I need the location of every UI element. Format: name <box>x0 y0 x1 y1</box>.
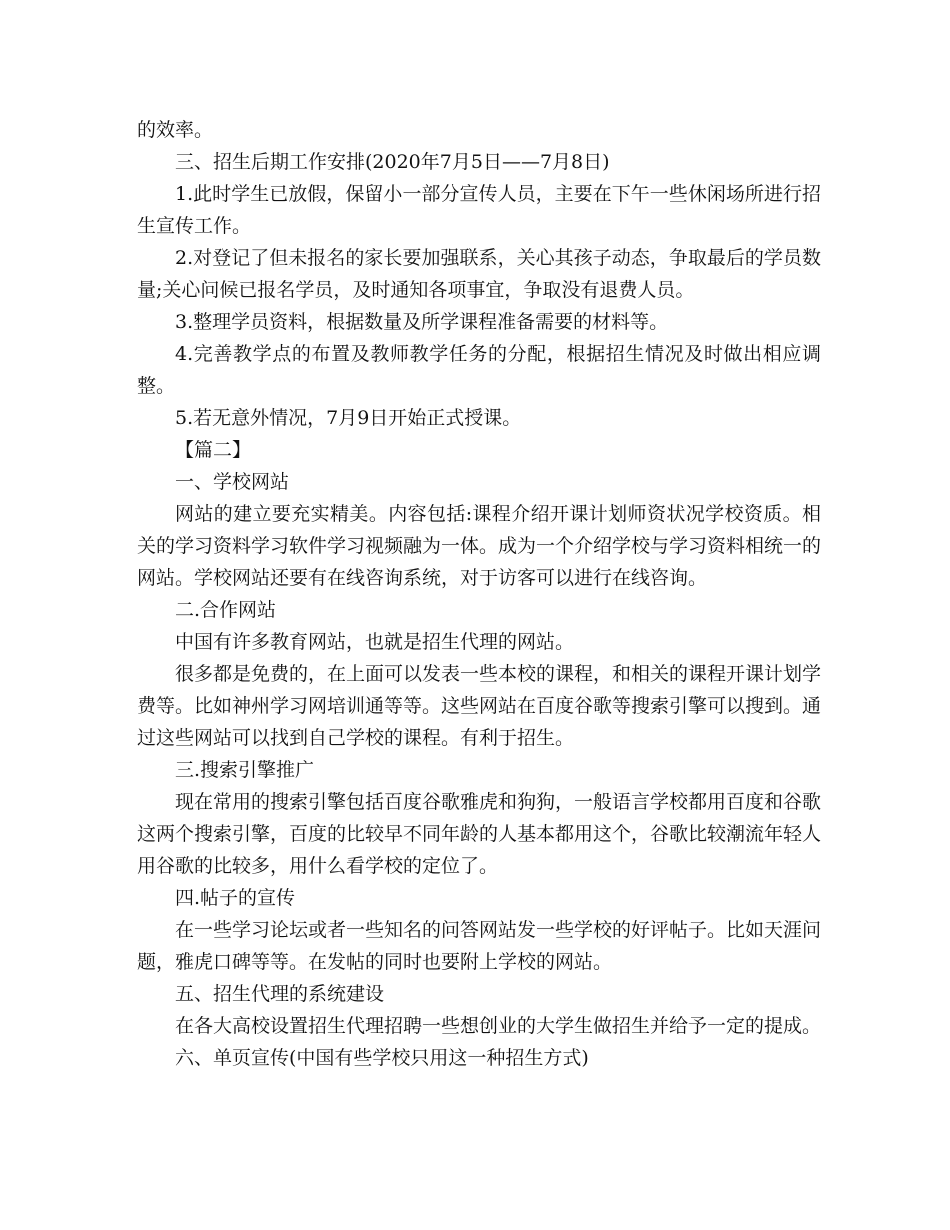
list-item-5: 5.若无意外情况，7月9日开始正式授课。 <box>175 407 522 429</box>
section-heading-search-engine: 三.搜索引擎推广 <box>175 759 315 781</box>
section-heading-school-website: 一、学校网站 <box>175 471 290 493</box>
paragraph-forum-posts: 在一些学习论坛或者一些知名的问答网站发一些学校的好评帖子。比如天涯问题，雅虎口碑等等。在发帖的同时也要附上学校的网站。 <box>137 919 822 973</box>
paragraph-agent-system: 在各大高校设置招生代理招聘一些想创业的大学生做招生并给予一定的提成。 <box>175 1015 822 1037</box>
list-item-3: 3.整理学员资料，根据数量及所学课程准备需要的材料等。 <box>175 311 669 333</box>
section-heading-agent-system: 五、招生代理的系统建设 <box>175 983 385 1005</box>
section-heading-partner-websites: 二.合作网站 <box>175 599 277 621</box>
part-two-heading: 【篇二】 <box>175 439 252 461</box>
paragraph-school-website: 网站的建立要充实精美。内容包括:课程介绍开课计划师资状况学校资质。相关的学习资料学习软件学习视频融为一体。成为一个介绍学校与学习资料相统一的网站。学校网站还要有在线咨询系统，对于访客可以进行在线咨询。 <box>137 503 822 589</box>
paragraph-partner-websites-1: 中国有许多教育网站，也就是招生代理的网站。 <box>175 631 575 653</box>
section-heading-forum-posts: 四.帖子的宣传 <box>175 887 296 909</box>
list-item-4: 4.完善教学点的布置及教师教学任务的分配，根据招生情况及时做出相应调整。 <box>137 343 821 397</box>
section-heading-phase-three: 三、招生后期工作安排(2020年7月5日——7月8日) <box>175 151 610 173</box>
paragraph-partner-websites-2: 很多都是免费的，在上面可以发表一些本校的课程，和相关的课程开课计划学费等。比如神州学习网培训通等等。这些网站在百度谷歌等搜索引擎可以搜到。通过这些网站可以找到自己学校的课程。有利于招生。 <box>137 663 822 749</box>
list-item-1: 1.此时学生已放假，保留小一部分宣传人员，主要在下午一些休闲场所进行招生宣传工作。 <box>137 183 821 237</box>
paragraph-search-engine: 现在常用的搜索引擎包括百度谷歌雅虎和狗狗，一般语言学校都用百度和谷歌这两个搜索引擎，百度的比较早不同年龄的人基本都用这个，谷歌比较潮流年轻人用谷歌的比较多，用什么看学校的定位了。 <box>137 791 822 877</box>
list-item-2: 2.对登记了但未报名的家长要加强联系，关心其孩子动态，争取最后的学员数量;关心问候已报名学员，及时通知各项事宜，争取没有退费人员。 <box>137 247 821 301</box>
paragraph-continuation: 的效率。 <box>137 119 214 141</box>
section-heading-flyers: 六、单页宣传(中国有些学校只用这一种招生方式) <box>175 1047 589 1069</box>
document-body <box>137 114 821 1074</box>
